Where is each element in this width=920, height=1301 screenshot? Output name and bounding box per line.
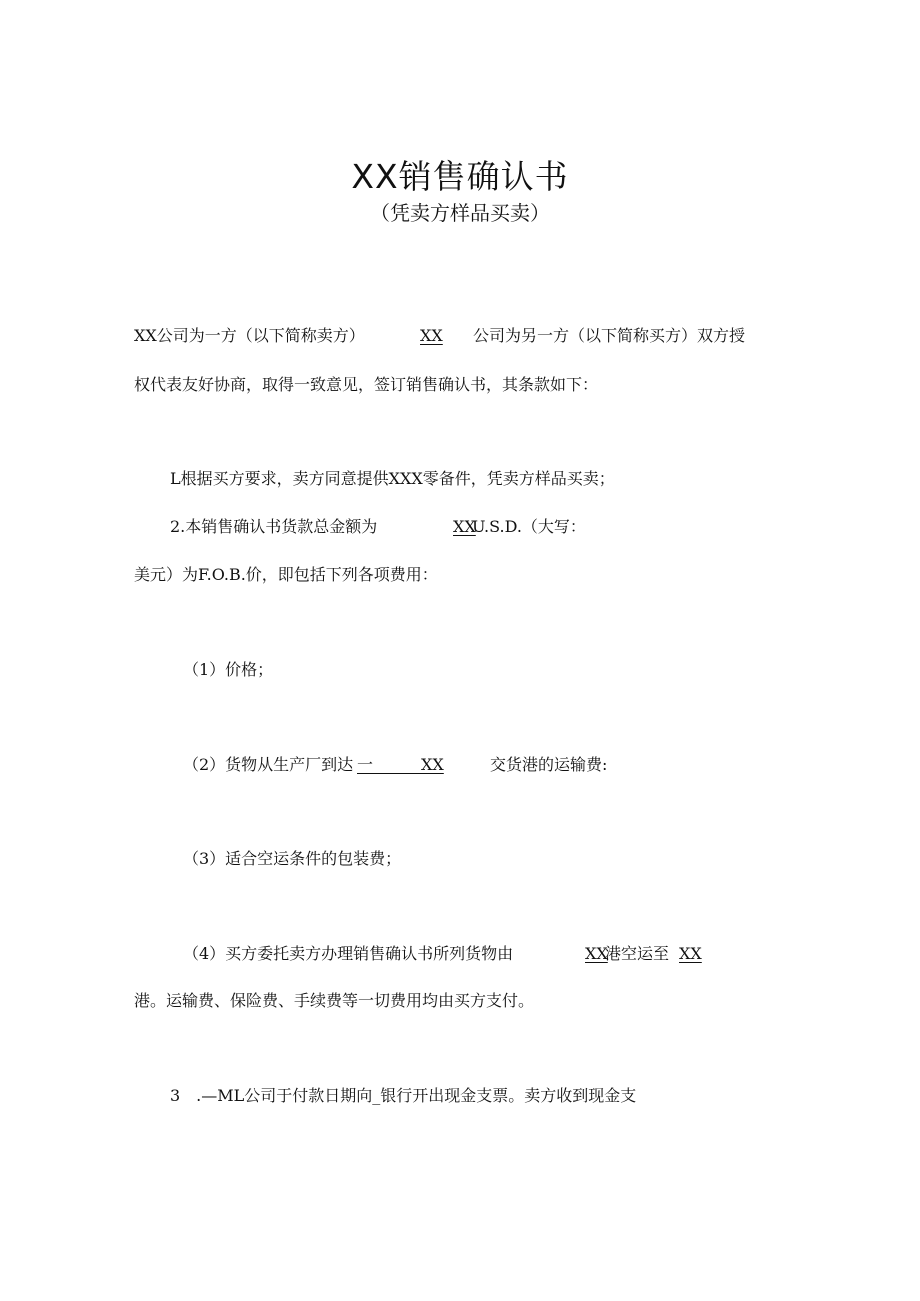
intro-party-blank: XX: [420, 326, 443, 345]
item-4-prefix: （4）买方委托卖方办理销售确认书所列货物由: [183, 944, 514, 963]
clause-1: L根据买方要求，卖方同意提供XXX零备件，凭卖方样品买卖；: [170, 469, 615, 488]
intro-part1: XX公司为一方（以下简称卖方）: [134, 326, 365, 345]
clause-2-amount: XX: [453, 517, 476, 536]
item-4-origin-port: XX: [585, 944, 608, 963]
intro-line2: 权代表友好协商，取得一致意见，签订销售确认书，其条款如下：: [134, 375, 599, 394]
item-4-dest-port: XX: [679, 944, 702, 963]
clause-2-prefix: 2.本销售确认书货款总金额为: [170, 517, 378, 536]
clause-2-currency: U.S.D.（大写：: [472, 517, 586, 536]
clause-3: 3 .—ML公司于付款日期向_银行开出现金支票。卖方收到现金支: [170, 1086, 637, 1105]
item-2-prefix: （2）货物从生产厂到达: [183, 755, 354, 774]
intro-part2: 公司为另一方（以下简称买方）双方授: [473, 326, 746, 345]
document-subtitle: （凭卖方样品买卖）: [370, 201, 550, 225]
clause-2-line2: 美元）为F.O.B.价，即包括下列各项费用：: [134, 565, 438, 584]
item-4-line2: 港。运输费、保险费、手续费等一切费用均由买方支付。: [134, 991, 535, 1010]
item-3-packing: （3）适合空运条件的包装费；: [183, 849, 402, 868]
item-1-price: （1）价格；: [183, 660, 274, 679]
item-2-suffix: 交货港的运输费:: [490, 755, 608, 774]
document-title: XX销售确认书: [351, 157, 569, 196]
item-4-middle: 港空运至: [605, 944, 670, 963]
item-2-blank: 一 XX: [357, 755, 444, 774]
